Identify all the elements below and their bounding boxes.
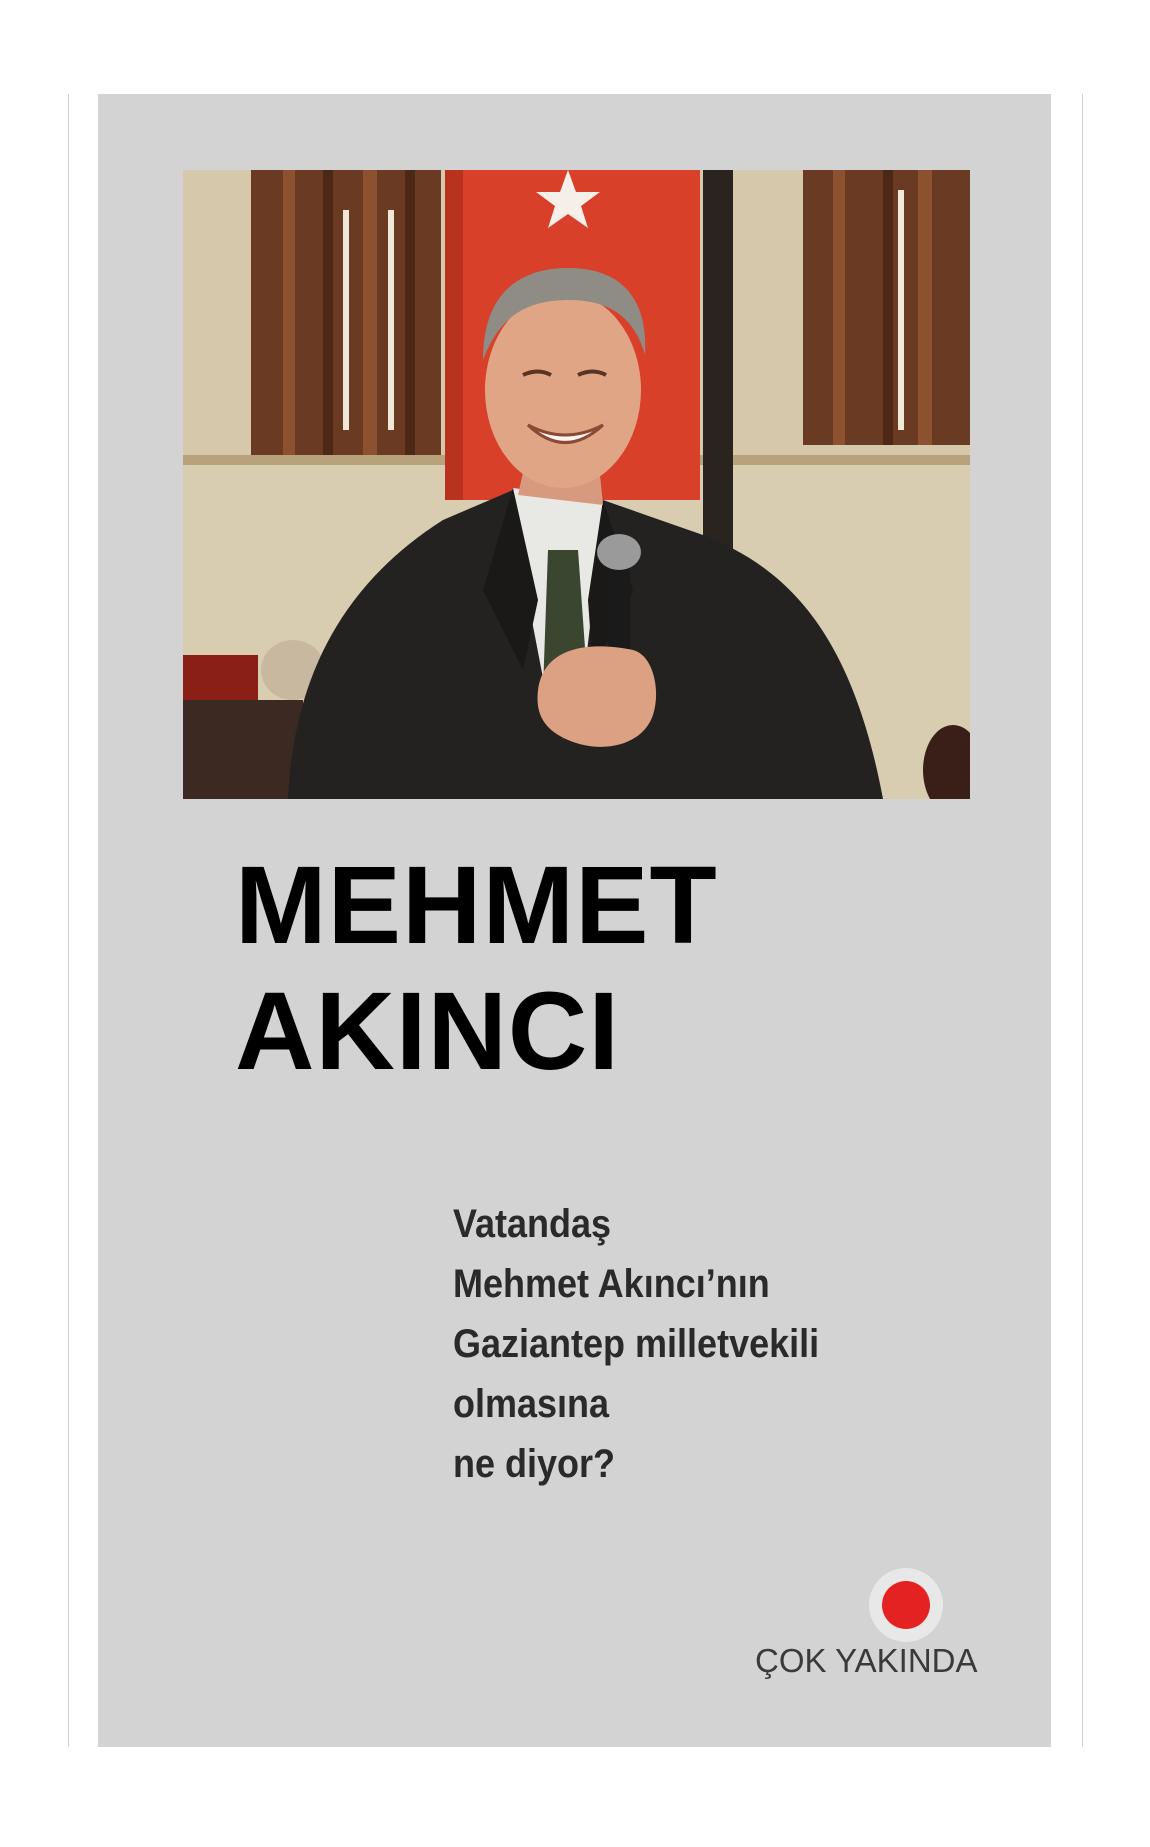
- question-line-4: olmasına: [453, 1382, 610, 1426]
- coming-soon-label: ÇOK YAKINDA: [755, 1642, 978, 1679]
- poster-panel: [98, 94, 1051, 1747]
- record-dot-inner: [882, 1581, 930, 1629]
- headline-name-line2: AKINCI: [235, 970, 620, 1093]
- question-line-1: Vatandaş: [453, 1202, 612, 1246]
- right-border-line: [1082, 94, 1083, 1747]
- left-border-line: [68, 94, 69, 1747]
- record-dot-icon: [869, 1568, 943, 1642]
- headline-name-line1: MEHMET: [235, 844, 718, 967]
- question-line-2: Mehmet Akıncı’nın: [453, 1262, 770, 1306]
- question-text: [453, 1194, 819, 1494]
- question-line-3: Gaziantep milletvekili: [453, 1322, 820, 1366]
- portrait-photo: [183, 170, 970, 799]
- question-line-5: ne diyor?: [453, 1442, 616, 1486]
- headline-name: [235, 843, 718, 1095]
